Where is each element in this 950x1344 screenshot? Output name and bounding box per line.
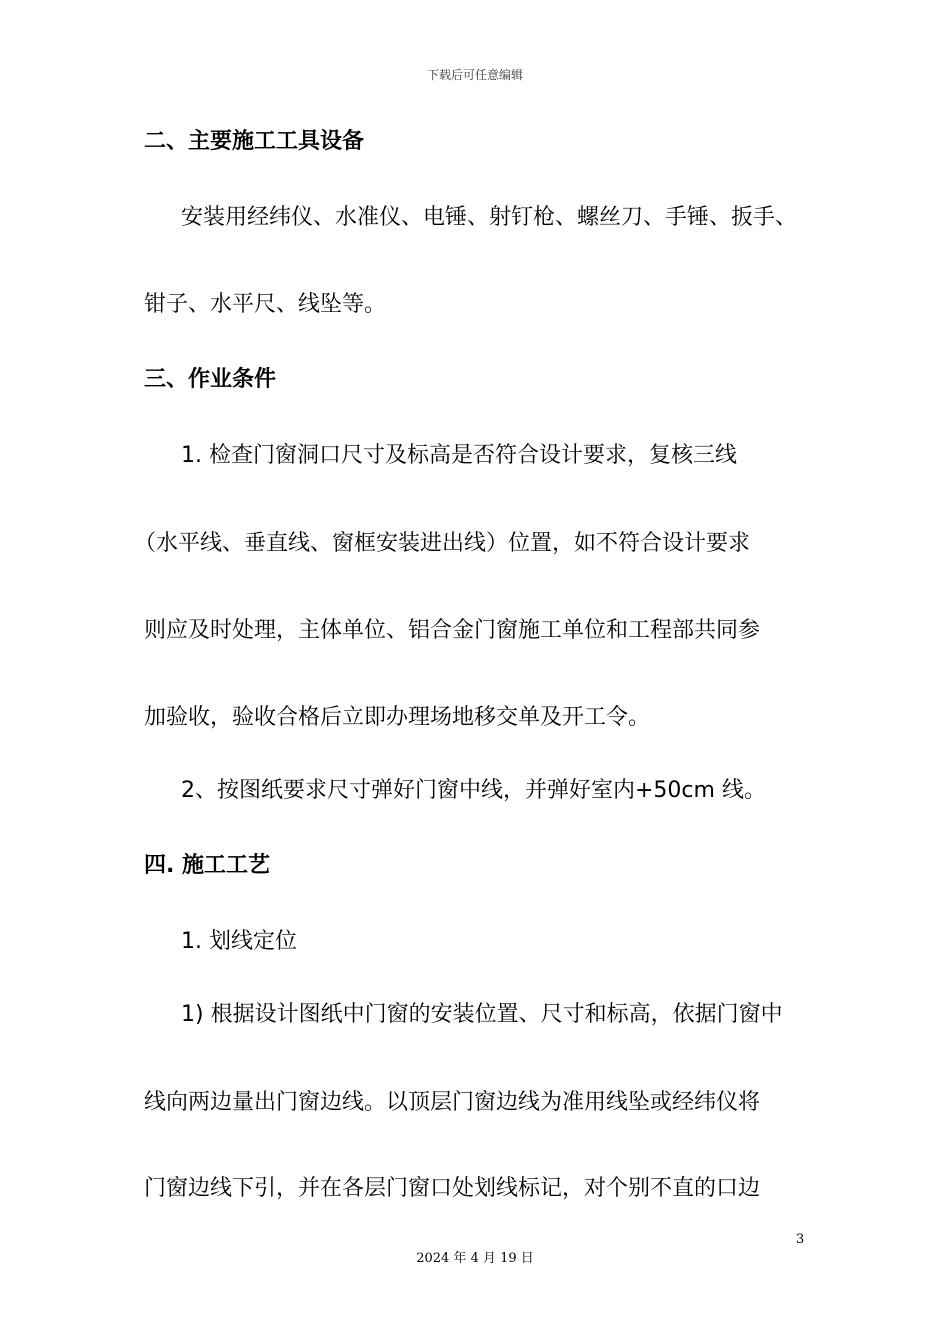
section-heading-process: 四. 施工工艺 xyxy=(144,853,271,878)
page-header: 下载后可任意编辑 xyxy=(426,68,523,82)
paragraph-line: 钳子、水平尺、线坠等。 xyxy=(144,292,387,317)
paragraph-line: 加验收，验收合格后立即办理场地移交单及开工令。 xyxy=(144,705,651,730)
footer-date: 2024 年 4 月 19 日 xyxy=(416,1251,534,1266)
section-heading-conditions: 三、作业条件 xyxy=(144,367,277,392)
paragraph-line: 线向两边量出门窗边线。以顶层门窗边线为准用线坠或经纬仪将 xyxy=(144,1090,761,1115)
section-heading-tools: 二、主要施工工具设备 xyxy=(144,129,365,154)
paragraph-line: 2、按图纸要求尺寸弹好门窗中线，并弹好室内+50cm 线。 xyxy=(181,778,766,803)
subheading-line: 1. 划线定位 xyxy=(181,929,297,954)
paragraph-line: （水平线、垂直线、窗框安装进出线）位置，如不符合设计要求 xyxy=(134,531,751,556)
paragraph-line: 则应及时处理，主体单位、铝合金门窗施工单位和工程部共同参 xyxy=(144,618,761,643)
page-number: 3 xyxy=(796,1232,805,1247)
paragraph-line: 门窗边线下引，并在各层门窗口处划线标记，对个别不直的口边 xyxy=(144,1176,761,1201)
paragraph-line: 1. 检查门窗洞口尺寸及标高是否符合设计要求，复核三线 xyxy=(181,443,737,468)
paragraph-line: 1) 根据设计图纸中门窗的安装位置、尺寸和标高，依据门窗中 xyxy=(181,1002,783,1027)
paragraph-line: 安装用经纬仪、水准仪、电锤、射钉枪、螺丝刀、手锤、扳手、 xyxy=(181,205,798,230)
